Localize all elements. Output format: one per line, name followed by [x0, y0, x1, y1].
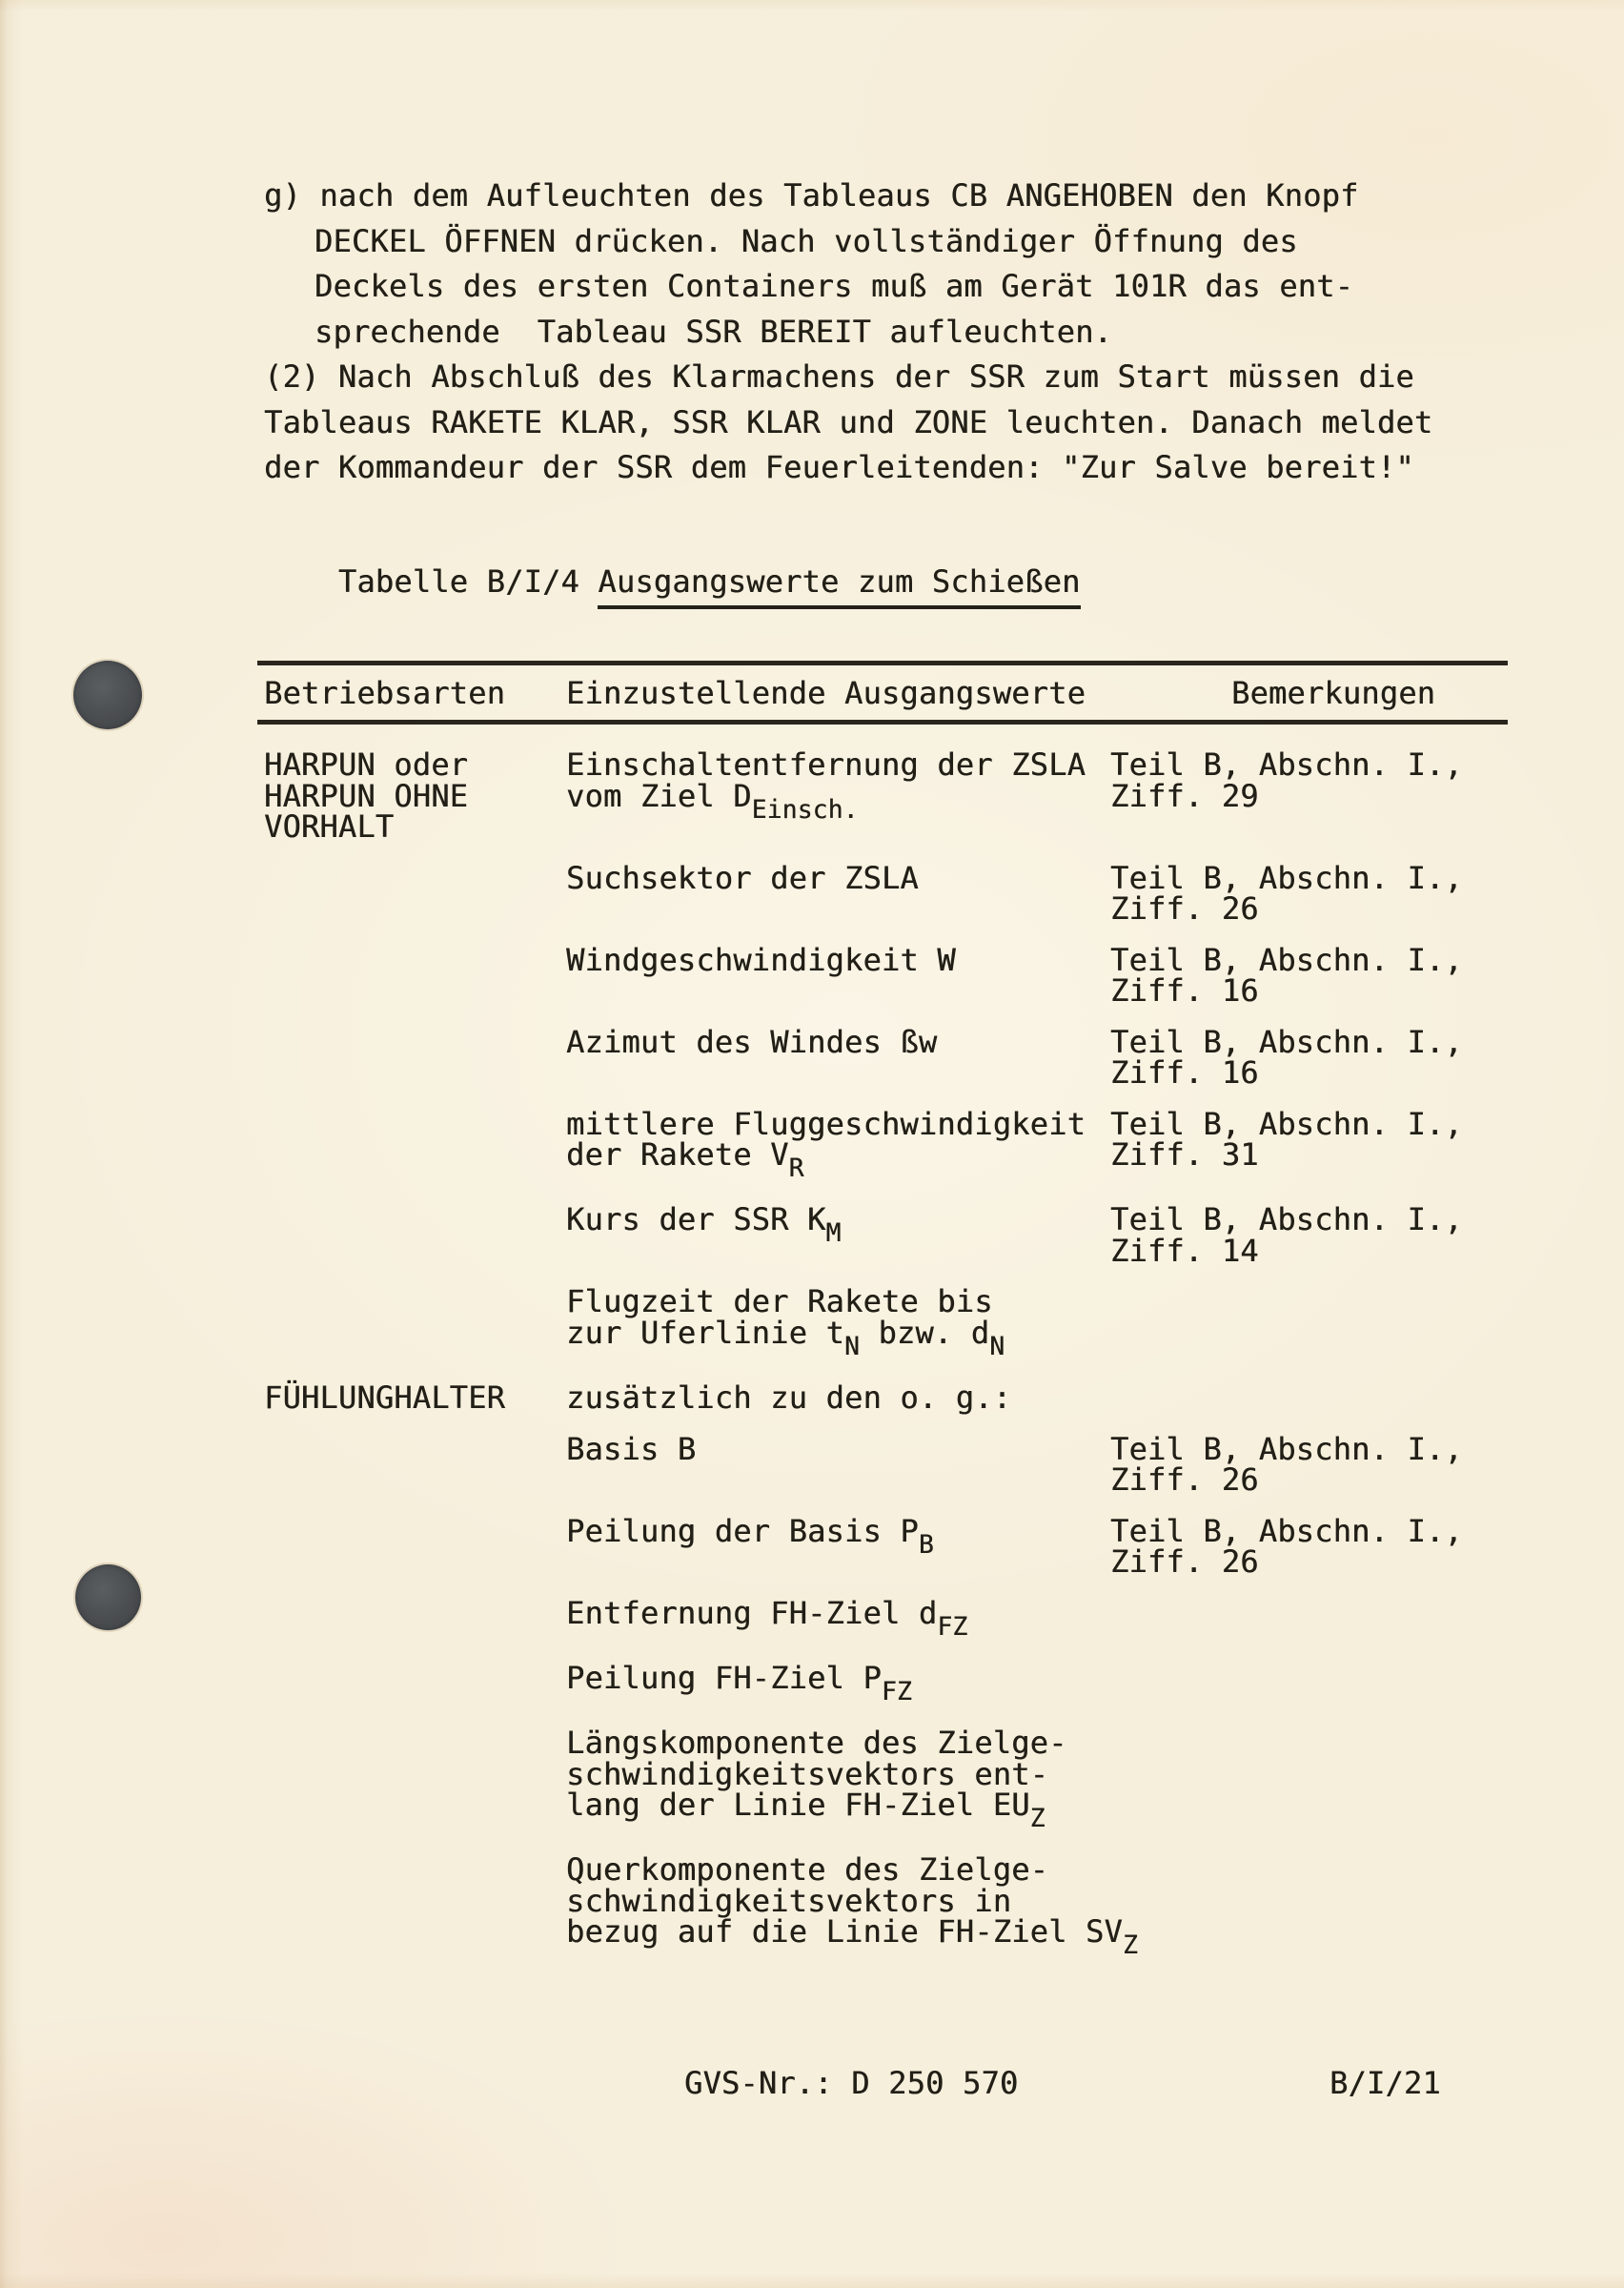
value-cell [566, 1023, 1110, 1089]
table-row [264, 1727, 1560, 1834]
mode-cell [264, 1598, 566, 1643]
table-row [264, 1023, 1560, 1091]
remark-cell [1110, 1598, 1560, 1643]
mode-cell [264, 863, 566, 925]
table-row [264, 1659, 1560, 1707]
table-row [264, 1430, 1560, 1499]
hole-punch-bottom [75, 1564, 141, 1630]
table-row [264, 941, 1560, 1009]
paragraph-item-g [264, 174, 1358, 355]
mode-cell [264, 1109, 566, 1185]
value-cell [566, 1379, 1110, 1417]
text-line: Teil B, Abschn. I., [1110, 859, 1463, 896]
text-line: Flugzeit der Rakete bis [566, 1283, 993, 1320]
remark-cell [1110, 746, 1560, 843]
text-line: zur Uferlinie $t_N$ bzw. $d_N$ [566, 1314, 1005, 1361]
table-row [264, 859, 1560, 927]
value-cell [566, 1659, 1110, 1707]
text-line: Teil B, Abschn. I., [1110, 1023, 1463, 1060]
column-header-betriebsarten: Betriebsarten [264, 675, 506, 711]
table-title-underlined: Ausgangswerte zum Schießen [598, 563, 1080, 609]
table-row [264, 1851, 1560, 1961]
text-line: Ziff. 16 [1110, 1054, 1259, 1091]
text-line: Entfernung FH-Ziel $d_{FZ}$ [566, 1594, 968, 1642]
remark-cell [1110, 1105, 1560, 1185]
text-line: der Kommandeur der SSR dem Feuerleitenden: "Zur Salve bereit!" [264, 449, 1414, 485]
text-line: g) nach dem Aufleuchten des Tableaus CB ANGEHOBEN den Knopf [264, 177, 1359, 214]
value-cell [566, 1201, 1110, 1266]
text-line: VORHALT [264, 808, 395, 845]
mode-cell [264, 1663, 566, 1707]
text-line: Peilung FH-Ziel $P_{FZ}$ [566, 1659, 912, 1706]
mode-cell [264, 945, 566, 1007]
mode-cell [264, 1204, 566, 1266]
hole-punch-top [73, 661, 142, 729]
value-cell [566, 1594, 1110, 1643]
text-line: schwindigkeitsvektors in [566, 1882, 1012, 1919]
footer-gvs-number: GVS-Nr.: D 250 570 [684, 2065, 1019, 2101]
remark-cell [1110, 859, 1560, 927]
text-line: Teil B, Abschn. I., [1110, 941, 1463, 978]
mode-cell [264, 1854, 566, 1961]
mode-cell [264, 1434, 566, 1496]
table-row [264, 1201, 1560, 1269]
text-line: Peilung der Basis $P_B$ [566, 1512, 934, 1560]
mode-cell [264, 1379, 566, 1417]
text-line: Azimut des Windes ßw [566, 1023, 938, 1060]
value-cell [566, 1727, 1110, 1834]
text-line: Basis B [566, 1430, 697, 1467]
text-line: lang der Linie FH-Ziel $EU_Z$ [566, 1787, 1045, 1833]
text-line: Querkomponente des Zielge- [566, 1851, 1049, 1889]
footer-page-number: B/I/21 [1330, 2065, 1441, 2101]
value-cell [566, 746, 1110, 843]
text-line: Teil B, Abschn. I., [1110, 746, 1463, 783]
column-header-ausgangswerte: Einzustellende Ausgangswerte [566, 675, 1086, 711]
table-body [264, 746, 1560, 1982]
text-line: Teil B, Abschn. I., [1110, 1430, 1463, 1467]
text-line: Tableaus RAKETE KLAR, SSR KLAR und ZONE leuchten. Danach meldet [264, 403, 1433, 440]
text-line: (2) Nach Abschluß des Klarmachens der SSR zum Start müssen die [264, 358, 1414, 395]
remark-cell [1110, 941, 1560, 1009]
text-line: Deckels des ersten Containers muß am Gerät 101R das ent- [315, 268, 1354, 304]
mode-cell [264, 1727, 566, 1834]
text-line: Teil B, Abschn. I., [1110, 1105, 1463, 1142]
remark-cell [1110, 1727, 1560, 1834]
text-line: Ziff. 26 [1110, 890, 1259, 927]
mode-cell [264, 1516, 566, 1578]
remark-cell [1110, 1854, 1560, 1961]
text-line: mittlere Fluggeschwindigkeit [566, 1105, 1086, 1142]
mode-cell [264, 746, 566, 845]
text-line: Windgeschwindigkeit W [566, 941, 956, 978]
text-line: FÜHLUNGHALTER [264, 1379, 506, 1417]
remark-cell [1110, 1201, 1560, 1269]
text-line: vom Ziel $D_{Einsch.}$ [566, 777, 859, 825]
column-header-bemerkungen: Bemerkungen [1231, 675, 1436, 711]
text-line: schwindigkeitsvektors ent- [566, 1755, 1049, 1792]
remark-cell [1110, 1382, 1560, 1414]
remark-cell [1110, 1430, 1560, 1499]
table-row [264, 746, 1560, 845]
table-row [264, 1283, 1560, 1362]
text-line: Ziff. 14 [1110, 1232, 1259, 1269]
text-line: bezug auf die Linie FH-Ziel $SV_Z$ [566, 1913, 1138, 1961]
mode-cell [264, 1286, 566, 1362]
value-cell [566, 1105, 1110, 1185]
text-line: zusätzlich zu den o. g.: [566, 1379, 1012, 1417]
mode-cell [264, 1027, 566, 1089]
table-rule-bottom [257, 720, 1508, 725]
value-cell [566, 1851, 1138, 1961]
text-line: Längskomponente des Zielge- [566, 1725, 1067, 1762]
remark-cell [1110, 1512, 1560, 1581]
text-line: Teil B, Abschn. I., [1110, 1201, 1463, 1238]
text-line: Einschaltentfernung der ZSLA [566, 746, 1086, 783]
text-line: Teil B, Abschn. I., [1110, 1512, 1463, 1549]
table-row [264, 1379, 1560, 1417]
table-title [264, 527, 1081, 645]
paragraph-2 [264, 355, 1432, 491]
table-rule-top [257, 661, 1508, 665]
text-line: Ziff. 26 [1110, 1543, 1259, 1581]
value-cell [566, 1283, 1110, 1362]
text-line: DECKEL ÖFFNEN drücken. Nach vollständiger Öffnung des [315, 222, 1298, 259]
text-line: sprechende Tableau SSR BEREIT aufleuchten. [315, 313, 1113, 350]
text-line: Ziff. 31 [1110, 1136, 1259, 1173]
table-title-prefix: Tabelle B/I/4 [337, 563, 599, 600]
table-row [264, 1105, 1560, 1185]
remark-cell [1110, 1023, 1560, 1091]
value-cell [566, 859, 1110, 925]
text-line: Ziff. 26 [1110, 1461, 1259, 1499]
text-line: HARPUN OHNE [264, 777, 469, 814]
remark-cell [1110, 1663, 1560, 1707]
text-line: HARPUN oder [264, 746, 469, 783]
value-cell [566, 1512, 1110, 1578]
text-line: Ziff. 29 [1110, 777, 1259, 814]
value-cell [566, 941, 1110, 1007]
text-line: Suchsektor der ZSLA [566, 859, 919, 896]
remark-cell [1110, 1286, 1560, 1362]
text-line: der Rakete $V_R$ [566, 1136, 804, 1183]
text-line: Ziff. 16 [1110, 972, 1259, 1009]
text-line: Kurs der SSR $K_M$ [566, 1201, 842, 1249]
table-row [264, 1512, 1560, 1581]
table-row [264, 1594, 1560, 1643]
value-cell [566, 1430, 1110, 1496]
